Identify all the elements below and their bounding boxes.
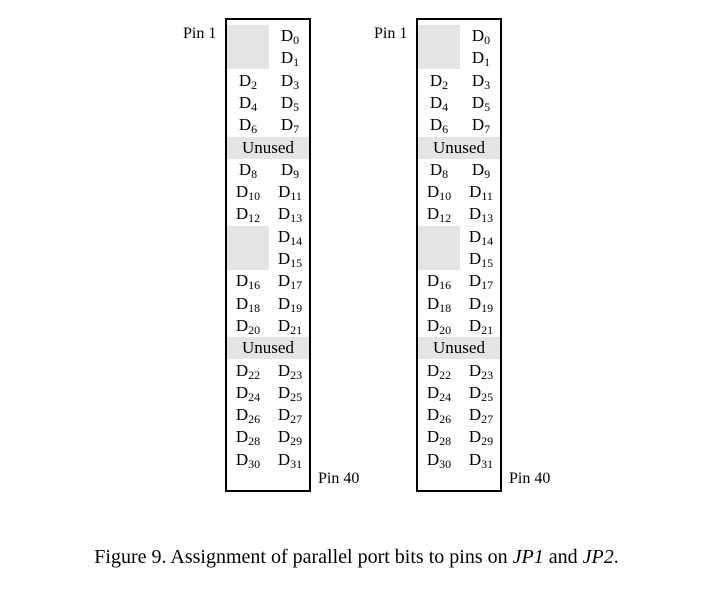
pin-row [418, 114, 500, 136]
pin-row [227, 293, 309, 315]
bit-label: $D_2$ [429, 70, 449, 92]
pin-row [418, 426, 500, 448]
pin-row [227, 426, 309, 448]
bit-label: $D_{31}$ [468, 449, 494, 471]
bit-label: $D_{28}$ [426, 427, 452, 449]
bit-label: $D_{19}$ [468, 293, 494, 315]
pin-row [227, 159, 309, 181]
bit-label: $D_7$ [280, 115, 300, 137]
pin-row [418, 382, 500, 404]
jp1-pin40-label: Pin 40 [318, 470, 360, 487]
bit-label: $D_{17}$ [468, 271, 494, 293]
bit-label: $D_{11}$ [469, 182, 493, 204]
bit-label: $D_{16}$ [426, 271, 452, 293]
pin-row [227, 270, 309, 292]
jp1-connector [225, 18, 311, 492]
pin-row [227, 315, 309, 337]
bit-label: $D_2$ [238, 70, 258, 92]
bit-label: $D_{21}$ [277, 315, 303, 337]
bit-label: $D_1$ [471, 48, 491, 70]
bit-label: $D_{13}$ [468, 204, 494, 226]
bit-label: $D_{26}$ [235, 405, 261, 427]
bit-label: $D_9$ [280, 159, 300, 181]
bit-label: $D_0$ [471, 26, 491, 47]
pin-row [418, 360, 500, 382]
pin-row [418, 226, 500, 248]
unused-label: Unused [242, 137, 294, 157]
bit-label: $D_{30}$ [235, 449, 261, 471]
bit-label: $D_{24}$ [426, 382, 452, 404]
unused-row [418, 337, 500, 359]
unused-label: Unused [433, 137, 485, 157]
bit-label: $D_{29}$ [468, 427, 494, 449]
blank-pin-cell [418, 25, 460, 47]
blank-pin-cell [418, 248, 460, 270]
bit-label: $D_{23}$ [468, 360, 494, 382]
bit-label: $D_5$ [280, 92, 300, 114]
bit-label: $D_{16}$ [235, 271, 261, 293]
bit-label: $D_{15}$ [468, 249, 494, 270]
pin-row [418, 47, 500, 69]
pin-row [227, 449, 309, 471]
pin-row [418, 404, 500, 426]
blank-pin-cell [227, 248, 269, 270]
bit-label: $D_{14}$ [277, 226, 303, 248]
pin-row [418, 293, 500, 315]
caption-prefix: Figure 9. Assignment of parallel port bits to pins on [94, 546, 513, 568]
pin-row [227, 404, 309, 426]
pin-row [418, 270, 500, 292]
jp2-pin1-label: Pin 1 [374, 25, 408, 42]
bit-label: $D_{27}$ [277, 405, 303, 427]
bit-label: $D_9$ [471, 159, 491, 181]
bit-label: $D_{11}$ [278, 182, 302, 204]
bit-label: $D_{12}$ [235, 204, 261, 226]
bit-label: $D_{17}$ [277, 271, 303, 293]
bit-label: $D_{21}$ [468, 315, 494, 337]
pin-row [227, 181, 309, 203]
bit-label: $D_4$ [238, 92, 258, 114]
bit-label: $D_{10}$ [426, 182, 452, 204]
pin-row [418, 315, 500, 337]
pin-row [418, 449, 500, 471]
caption-jp1: JP1 [512, 546, 544, 568]
pin-row [418, 203, 500, 225]
bit-label: $D_8$ [238, 159, 258, 181]
pin-row [227, 92, 309, 114]
bit-label: $D_8$ [429, 159, 449, 181]
unused-label: Unused [242, 338, 294, 358]
bit-label: $D_{19}$ [277, 293, 303, 315]
bit-label: $D_3$ [280, 70, 300, 92]
bit-label: $D_{25}$ [277, 382, 303, 404]
bit-label: $D_{15}$ [277, 249, 303, 270]
bit-label: $D_3$ [471, 70, 491, 92]
unused-row [227, 137, 309, 159]
jp2-pin40-label: Pin 40 [509, 470, 551, 487]
pin-row [227, 382, 309, 404]
pin-row [227, 203, 309, 225]
bit-label: $D_0$ [280, 26, 300, 47]
bit-label: $D_{27}$ [468, 405, 494, 427]
blank-pin-cell [227, 25, 269, 47]
pin-row [227, 226, 309, 248]
bit-label: $D_{13}$ [277, 204, 303, 226]
pin-row [227, 114, 309, 136]
blank-pin-cell [418, 47, 460, 69]
bit-label: $D_{25}$ [468, 382, 494, 404]
jp1-pin1-label: Pin 1 [183, 25, 217, 42]
jp2-connector [416, 18, 502, 492]
pin-row [227, 70, 309, 92]
bit-label: $D_{29}$ [277, 427, 303, 449]
bit-label: $D_{30}$ [426, 449, 452, 471]
bit-label: $D_6$ [238, 115, 258, 137]
pin-row [418, 181, 500, 203]
bit-label: $D_{22}$ [235, 360, 261, 382]
unused-row [418, 137, 500, 159]
pin-row [227, 47, 309, 69]
figure-caption [0, 545, 713, 569]
bit-label: $D_1$ [280, 48, 300, 70]
bit-label: $D_{26}$ [426, 405, 452, 427]
bit-label: $D_{14}$ [468, 226, 494, 248]
blank-pin-cell [227, 226, 269, 248]
bit-label: $D_{20}$ [426, 315, 452, 337]
bit-label: $D_{31}$ [277, 449, 303, 471]
bit-label: $D_{28}$ [235, 427, 261, 449]
bit-label: $D_{18}$ [235, 293, 261, 315]
bit-label: $D_4$ [429, 92, 449, 114]
bit-label: $D_{24}$ [235, 382, 261, 404]
bit-label: $D_5$ [471, 92, 491, 114]
pin-row [227, 360, 309, 382]
pin-row [418, 159, 500, 181]
blank-pin-cell [418, 226, 460, 248]
bit-label: $D_{20}$ [235, 315, 261, 337]
bit-label: $D_{22}$ [426, 360, 452, 382]
caption-jp2: JP2 [582, 546, 614, 568]
bit-label: $D_6$ [429, 115, 449, 137]
pin-row [418, 70, 500, 92]
pin-row [418, 248, 500, 270]
caption-middle: and [543, 546, 583, 568]
bit-label: $D_7$ [471, 115, 491, 137]
blank-pin-cell [227, 47, 269, 69]
bit-label: $D_{18}$ [426, 293, 452, 315]
unused-row [227, 337, 309, 359]
pin-row [418, 92, 500, 114]
bit-label: $D_{23}$ [277, 360, 303, 382]
pin-row [418, 25, 500, 47]
bit-label: $D_{12}$ [426, 204, 452, 226]
bit-label: $D_{10}$ [235, 182, 261, 204]
unused-label: Unused [433, 338, 485, 358]
caption-suffix: . [613, 546, 619, 568]
pin-row [227, 25, 309, 47]
pin-row [227, 248, 309, 270]
